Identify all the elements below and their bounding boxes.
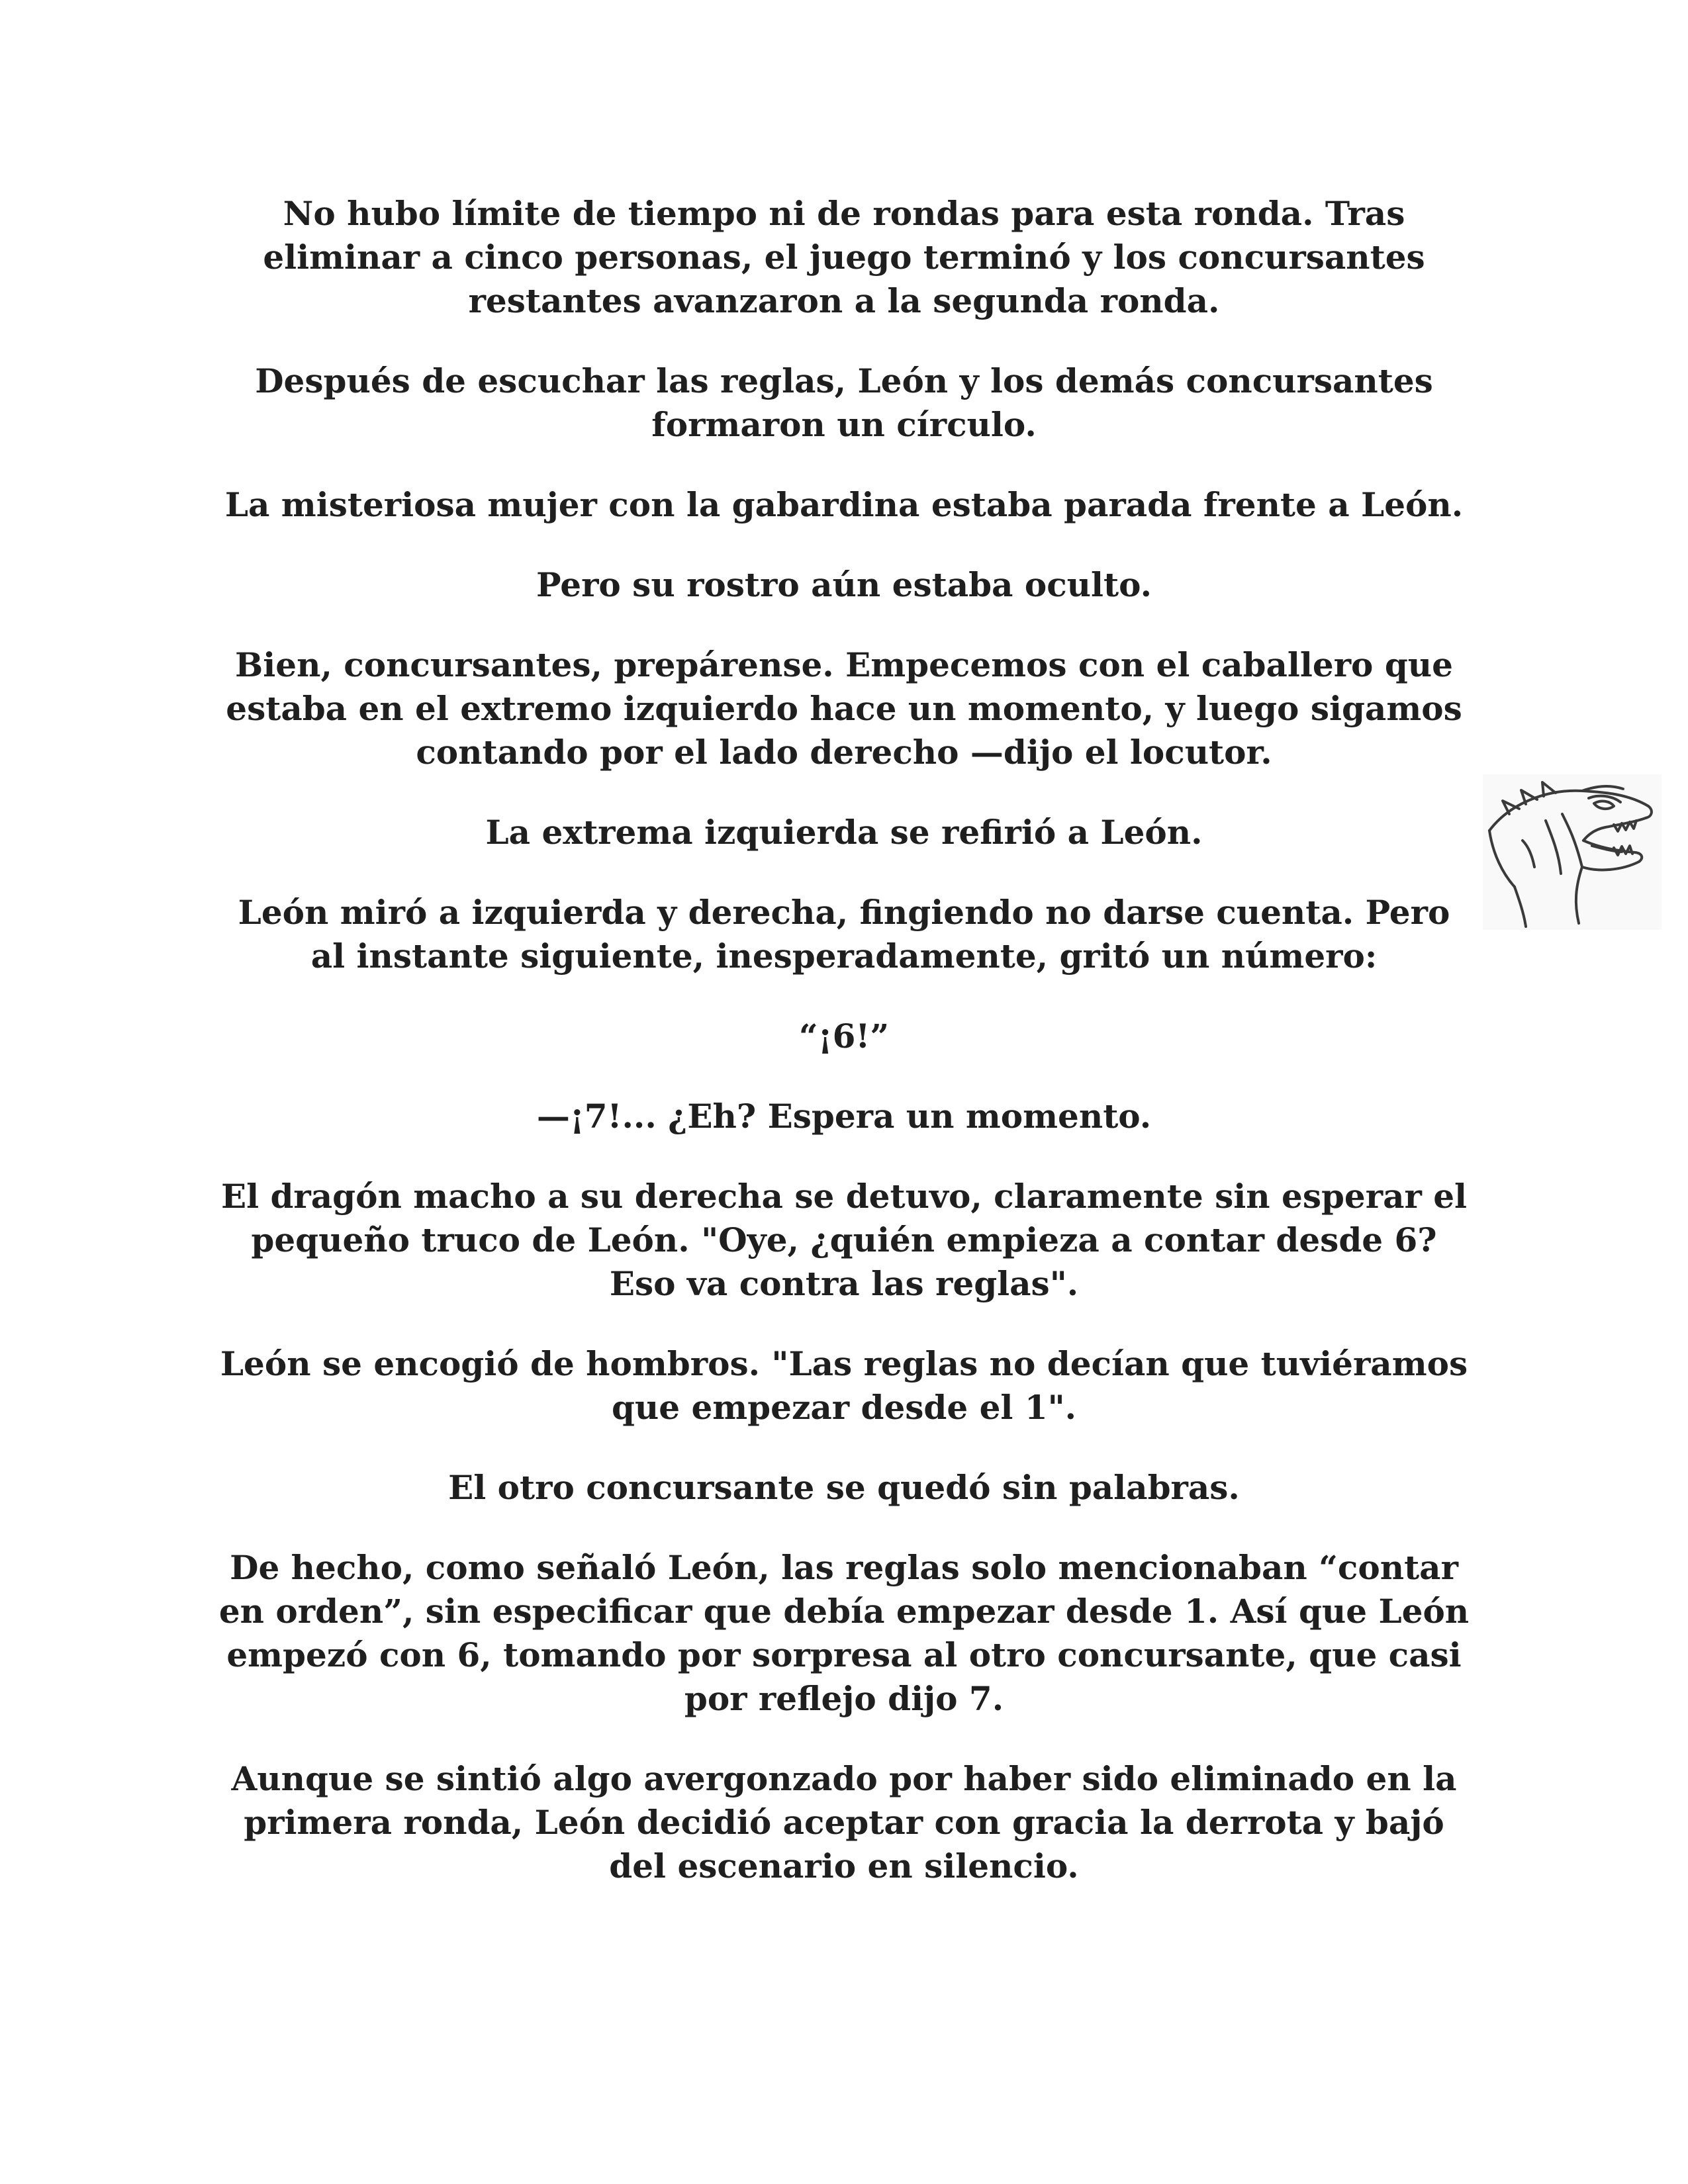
paragraph-2: Después de escuchar las reglas, León y los demás concursantes formaron un círculo.: [255, 361, 1433, 444]
paragraph-9: —¡7!... ¿Eh? Espera un momento.: [536, 1097, 1152, 1136]
body-text: [218, 192, 1470, 1925]
paragraph-12: El otro concursante se quedó sin palabras.: [448, 1468, 1240, 1507]
paragraph-7: León miró a izquierda y derecha, fingiendo no darse cuenta. Pero al instante siguiente, inesperadamente, gritó un número:: [238, 893, 1450, 976]
paragraph-4: Pero su rostro aún estaba oculto.: [536, 565, 1152, 604]
dragon-head-sketch-icon: [1483, 774, 1662, 930]
paragraph-1: No hubo límite de tiempo ni de rondas para esta ronda. Tras eliminar a cinco personas, el juego terminó y los concursantes restantes avanzaron a la segunda ronda.: [263, 194, 1425, 320]
paragraph-8: “¡6!”: [798, 1017, 890, 1056]
paragraph-3: La misteriosa mujer con la gabardina estaba parada frente a León.: [224, 485, 1464, 524]
paragraph-10: El dragón macho a su derecha se detuvo, claramente sin esperar el pequeño truco de León. "Oye, ¿quién empieza a contar desde 6? Eso va contra las reglas".: [220, 1177, 1468, 1303]
paragraph-14: Aunque se sintió algo avergonzado por haber sido eliminado en la primera ronda, León decidió aceptar con gracia la derrota y bajó del escenario en silencio.: [231, 1759, 1457, 1886]
paragraph-5: Bien, concursantes, prepárense. Empecemos con el caballero que estaba en el extremo izquierdo hace un momento, y luego sigamos contando por el lado derecho —dijo el locutor.: [226, 645, 1462, 772]
paragraph-11: León se encogió de hombros. "Las reglas no decían que tuviéramos que empezar desde el 1".: [220, 1344, 1468, 1427]
paragraph-13: De hecho, como señaló León, las reglas solo mencionaban “contar en orden”, sin especificar que debía empezar desde 1. Así que León empezó con 6, tomando por sorpresa al otro concursante, que casi por reflejo dijo 7.: [218, 1548, 1470, 1718]
paragraph-6: La extrema izquierda se refirió a León.: [485, 813, 1203, 852]
